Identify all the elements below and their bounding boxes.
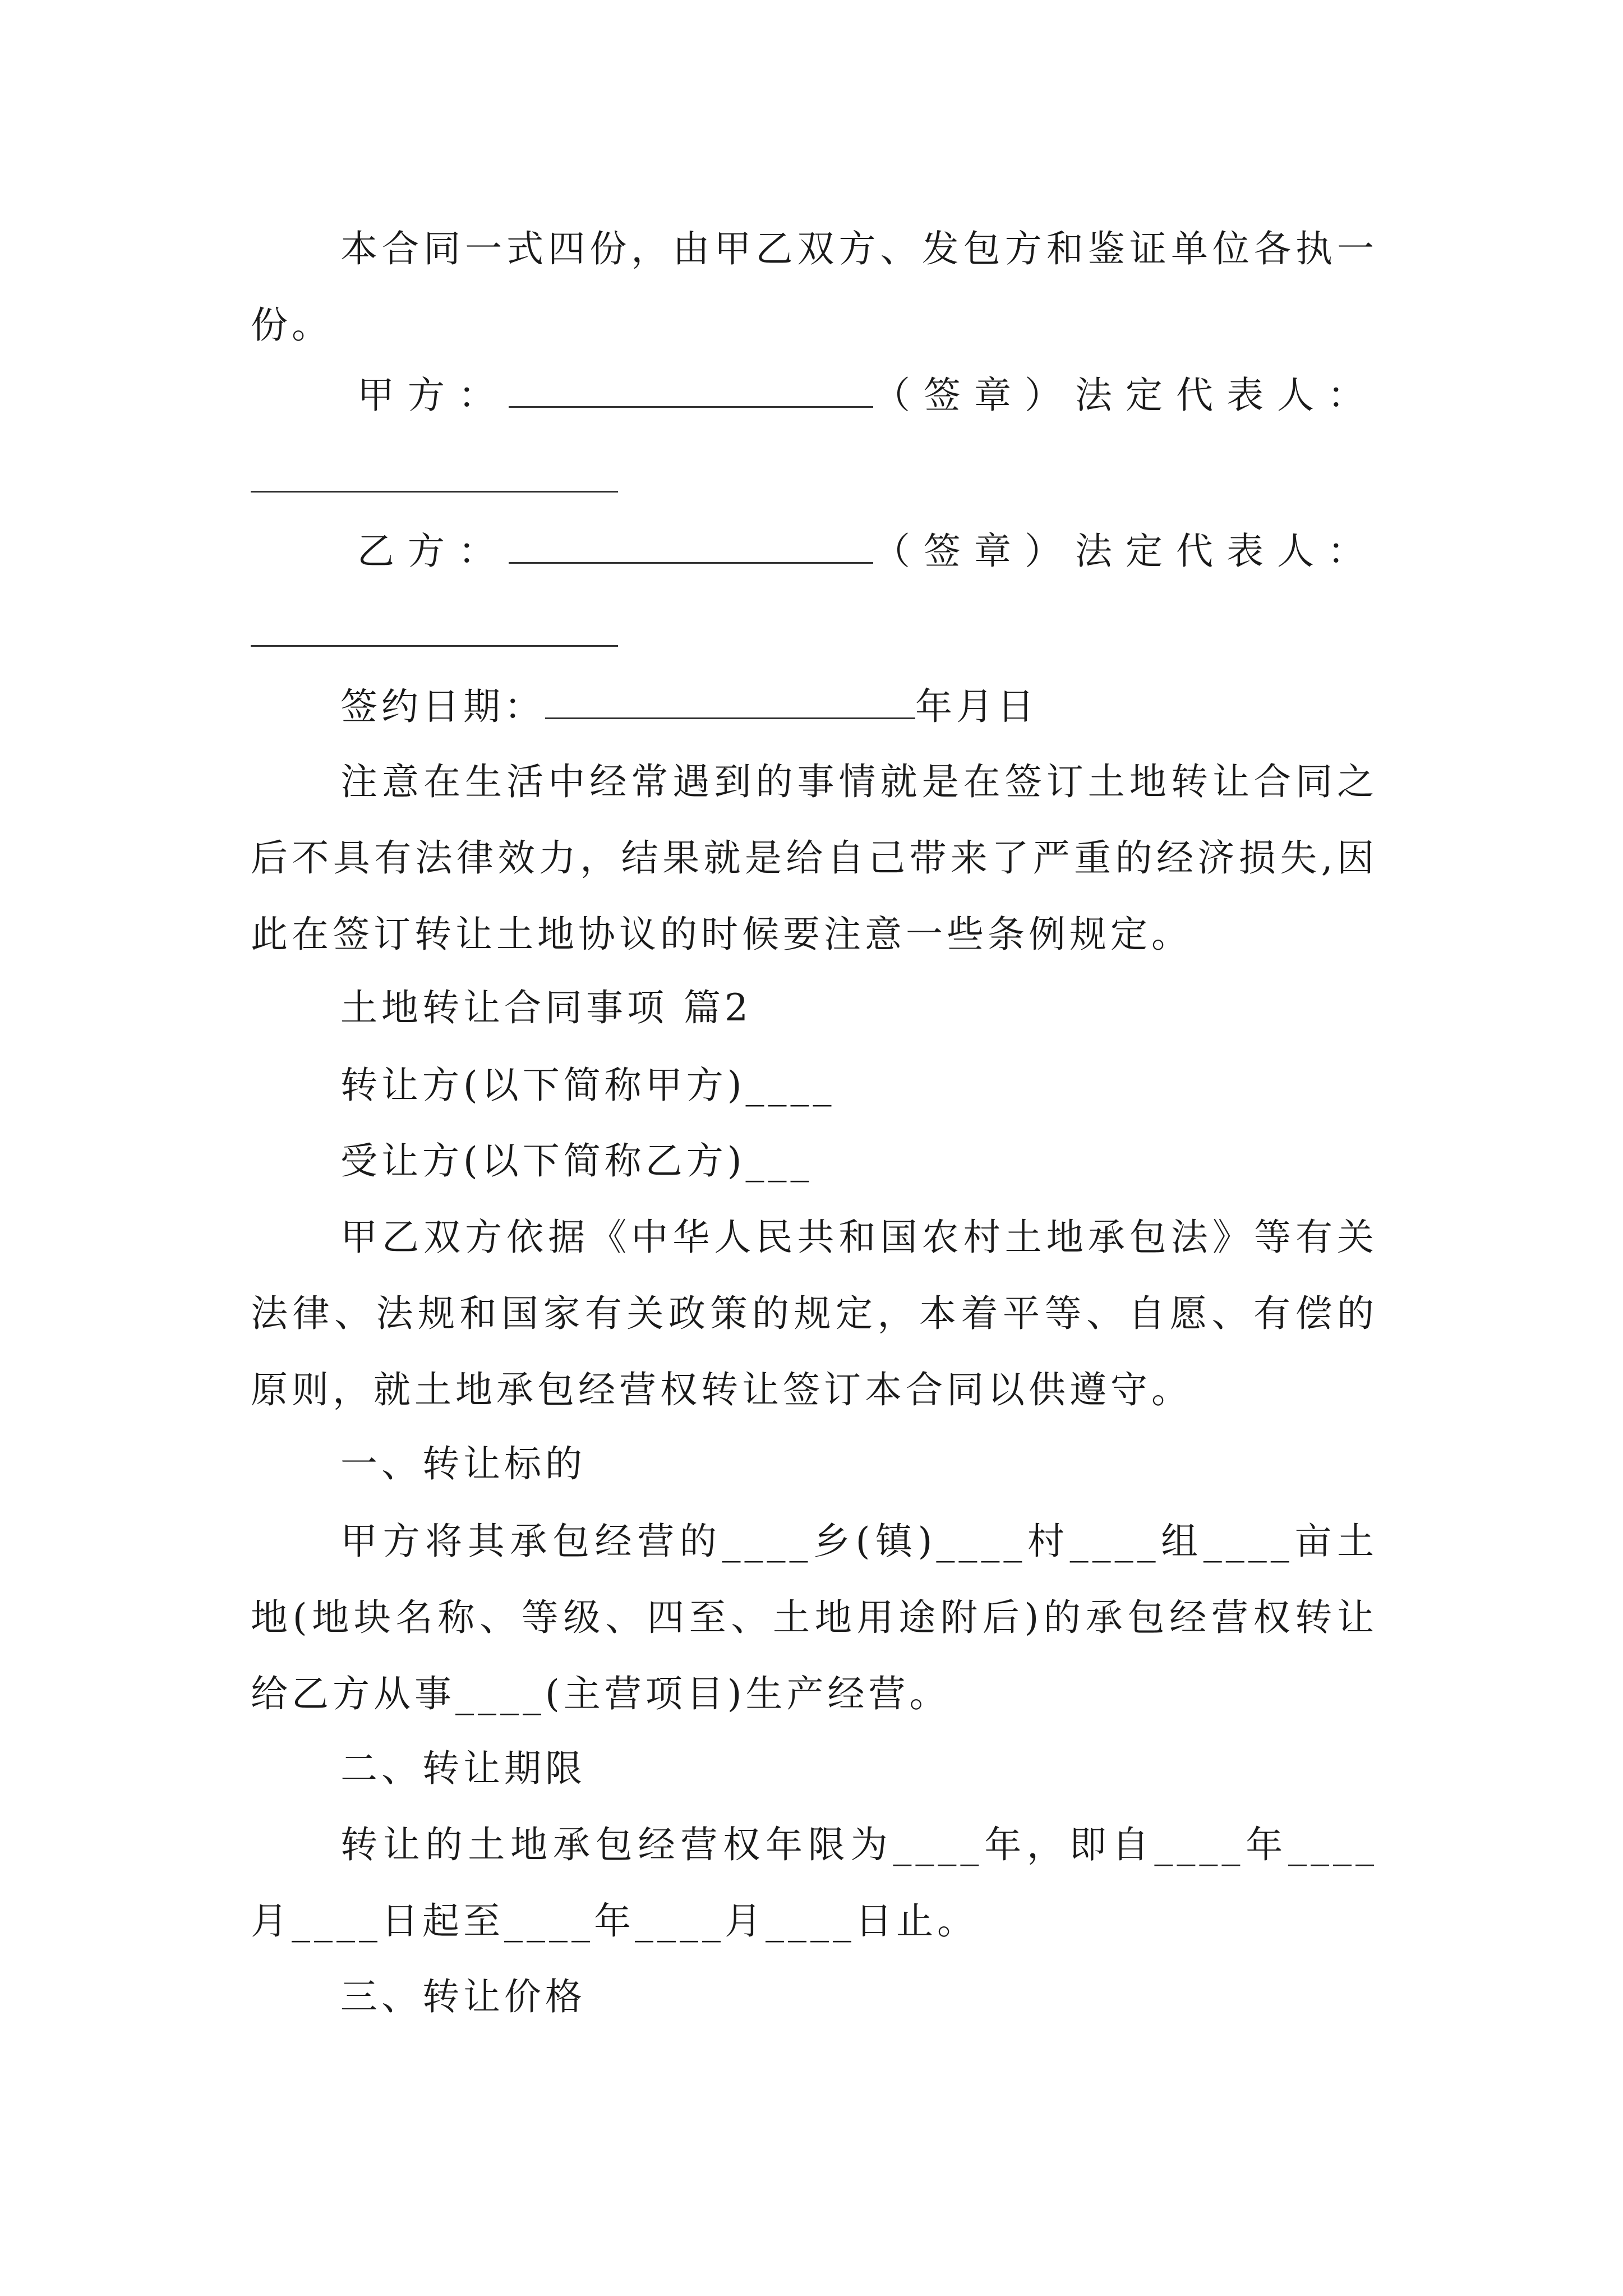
party-b-blank [509, 533, 873, 564]
section-title: 土地转让合同事项 篇2 [340, 986, 752, 1029]
party-b-seal-label: （签章）法定代表人： [873, 530, 1378, 573]
heading-transfer-term: 二、转让期限 [340, 1747, 586, 1790]
clause-transfer-term: 转让的土地承包经营权年限为____年，即自____年____月____日起至____年____月____日止。 [251, 1823, 1378, 1943]
preamble-paragraph: 甲乙双方依据《中华人民共和国农村土地承包法》等有关法律、法规和国家有关政策的规定，本着平等、自愿、有偿的原则，就土地承包经营权转让签订本合同以供遵守。 [251, 1216, 1378, 1411]
sign-date-line [340, 679, 1038, 735]
party-b-label: 乙方： [357, 530, 509, 573]
transferee-line: 受让方(以下简称乙方)___ [340, 1139, 813, 1182]
party-a-representative-blank [251, 491, 618, 493]
transferor-line: 转让方(以下简称甲方)____ [340, 1064, 836, 1107]
party-b-line [357, 523, 1378, 579]
heading-transfer-price: 三、转让价格 [340, 1975, 586, 2018]
party-b-representative-blank [251, 645, 618, 647]
party-a-line [357, 367, 1378, 424]
note-paragraph: 注意在生活中经常遇到的事情就是在签订土地转让合同之后不具有法律效力，结果就是给自己带来了严重的经济损失,因此在签订转让土地协议的时候要注意一些条例规定。 [251, 760, 1378, 956]
heading-transfer-object: 一、转让标的 [340, 1442, 586, 1485]
sign-date-label: 签约日期： [340, 685, 545, 728]
party-a-seal-label: （签章）法定代表人： [873, 374, 1378, 417]
copies-paragraph: 本合同一式四份，由甲乙双方、发包方和鉴证单位各执一份。 [251, 227, 1378, 347]
clause-transfer-object: 甲方将其承包经营的____乡(镇)____村____组____亩土地(地块名称、等级、四至、土地用途附后)的承包经营权转让给乙方从事____(主营项目)生产经营。 [251, 1520, 1378, 1715]
party-a-blank [509, 377, 873, 408]
sign-date-suffix: 年月日 [915, 685, 1038, 728]
party-a-label: 甲方： [357, 374, 509, 417]
sign-date-blank [545, 688, 915, 719]
